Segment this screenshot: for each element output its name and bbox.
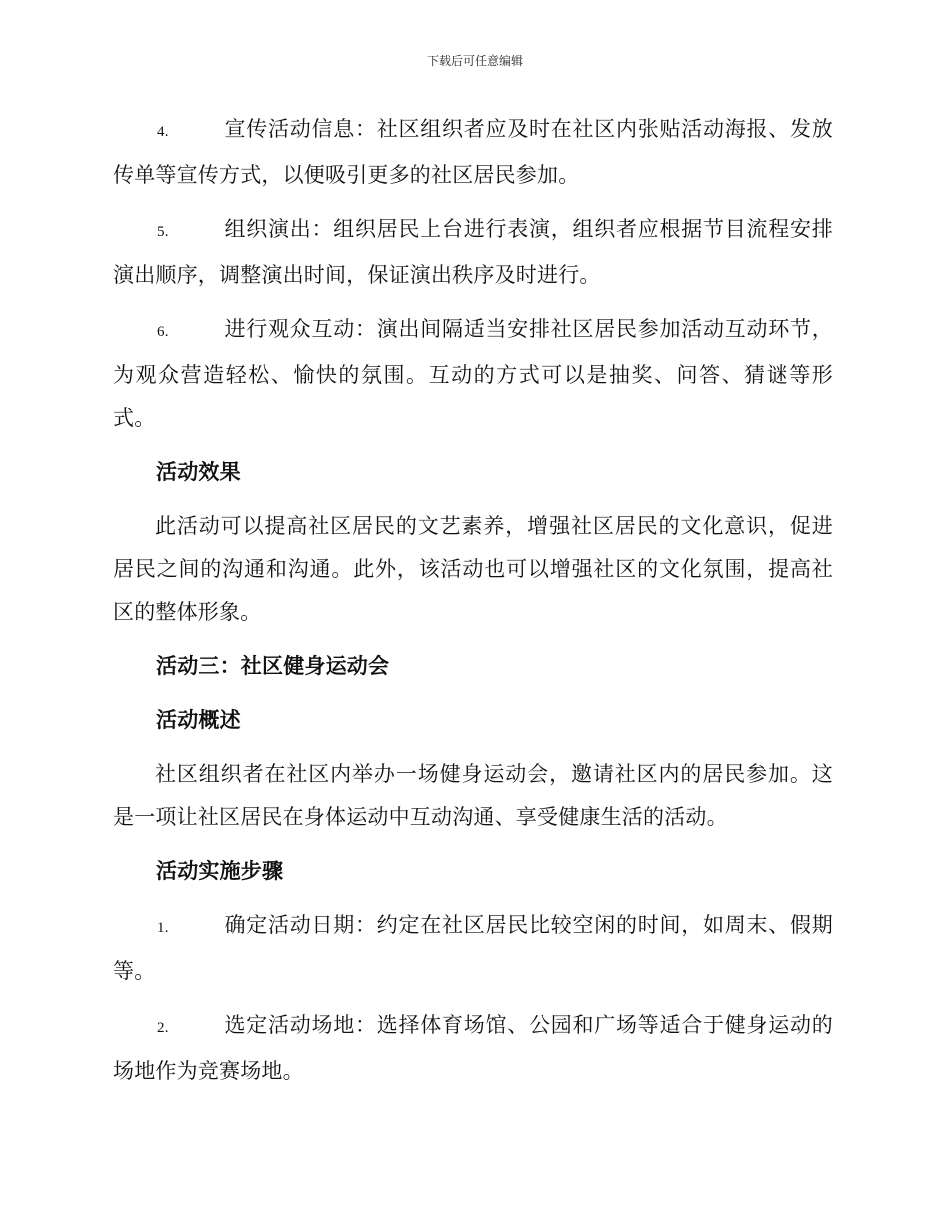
list-item-4 (113, 108, 833, 197)
list-item-6 (113, 308, 833, 440)
list-item-5 (113, 208, 833, 297)
section-heading-activity-effect: 活动效果 (156, 460, 241, 484)
list-number: 5. (157, 224, 169, 240)
list-number: 6. (157, 324, 169, 340)
list-item-2 (113, 1004, 833, 1093)
list-text: 宣传活动信息：社区组织者应及时在社区内张贴活动海报、发放传单等宣传方式，以便吸引更多的社区居民参加。 (113, 117, 833, 187)
list-number: 4. (157, 124, 169, 140)
list-text: 选定活动场地：选择体育场馆、公园和广场等适合于健身运动的场地作为竞赛场地。 (113, 1013, 833, 1083)
list-text: 进行观众互动：演出间隔适当安排社区居民参加活动互动环节，为观众营造轻松、愉快的氛围。互动的方式可以是抽奖、问答、猜谜等形式。 (113, 317, 833, 430)
list-text: 确定活动日期：约定在社区居民比较空闲的时间，如周末、假期等。 (113, 913, 833, 983)
list-text: 组织演出：组织居民上台进行表演，组织者应根据节目流程安排演出顺序，调整演出时间，保证演出秩序及时进行。 (113, 217, 833, 287)
list-number: 1. (157, 920, 169, 936)
list-number: 2. (157, 1020, 169, 1036)
page-header: 下载后可任意编辑 (426, 54, 523, 68)
section-heading-steps: 活动实施步骤 (156, 859, 284, 883)
section-heading-overview: 活动概述 (156, 708, 241, 732)
section-heading-activity-three: 活动三：社区健身运动会 (156, 654, 390, 678)
paragraph-activity-effect: 此活动可以提高社区居民的文艺素养，增强社区居民的文化意识，促进居民之间的沟通和沟通。此外，该活动也可以增强社区的文化氛围，提高社区的整体形象。 (113, 514, 833, 624)
list-item-1 (113, 904, 833, 993)
paragraph-overview: 社区组织者在社区内举办一场健身运动会，邀请社区内的居民参加。这是一项让社区居民在身体运动中互动沟通、享受健康生活的活动。 (113, 762, 833, 829)
document-body (113, 108, 833, 1104)
